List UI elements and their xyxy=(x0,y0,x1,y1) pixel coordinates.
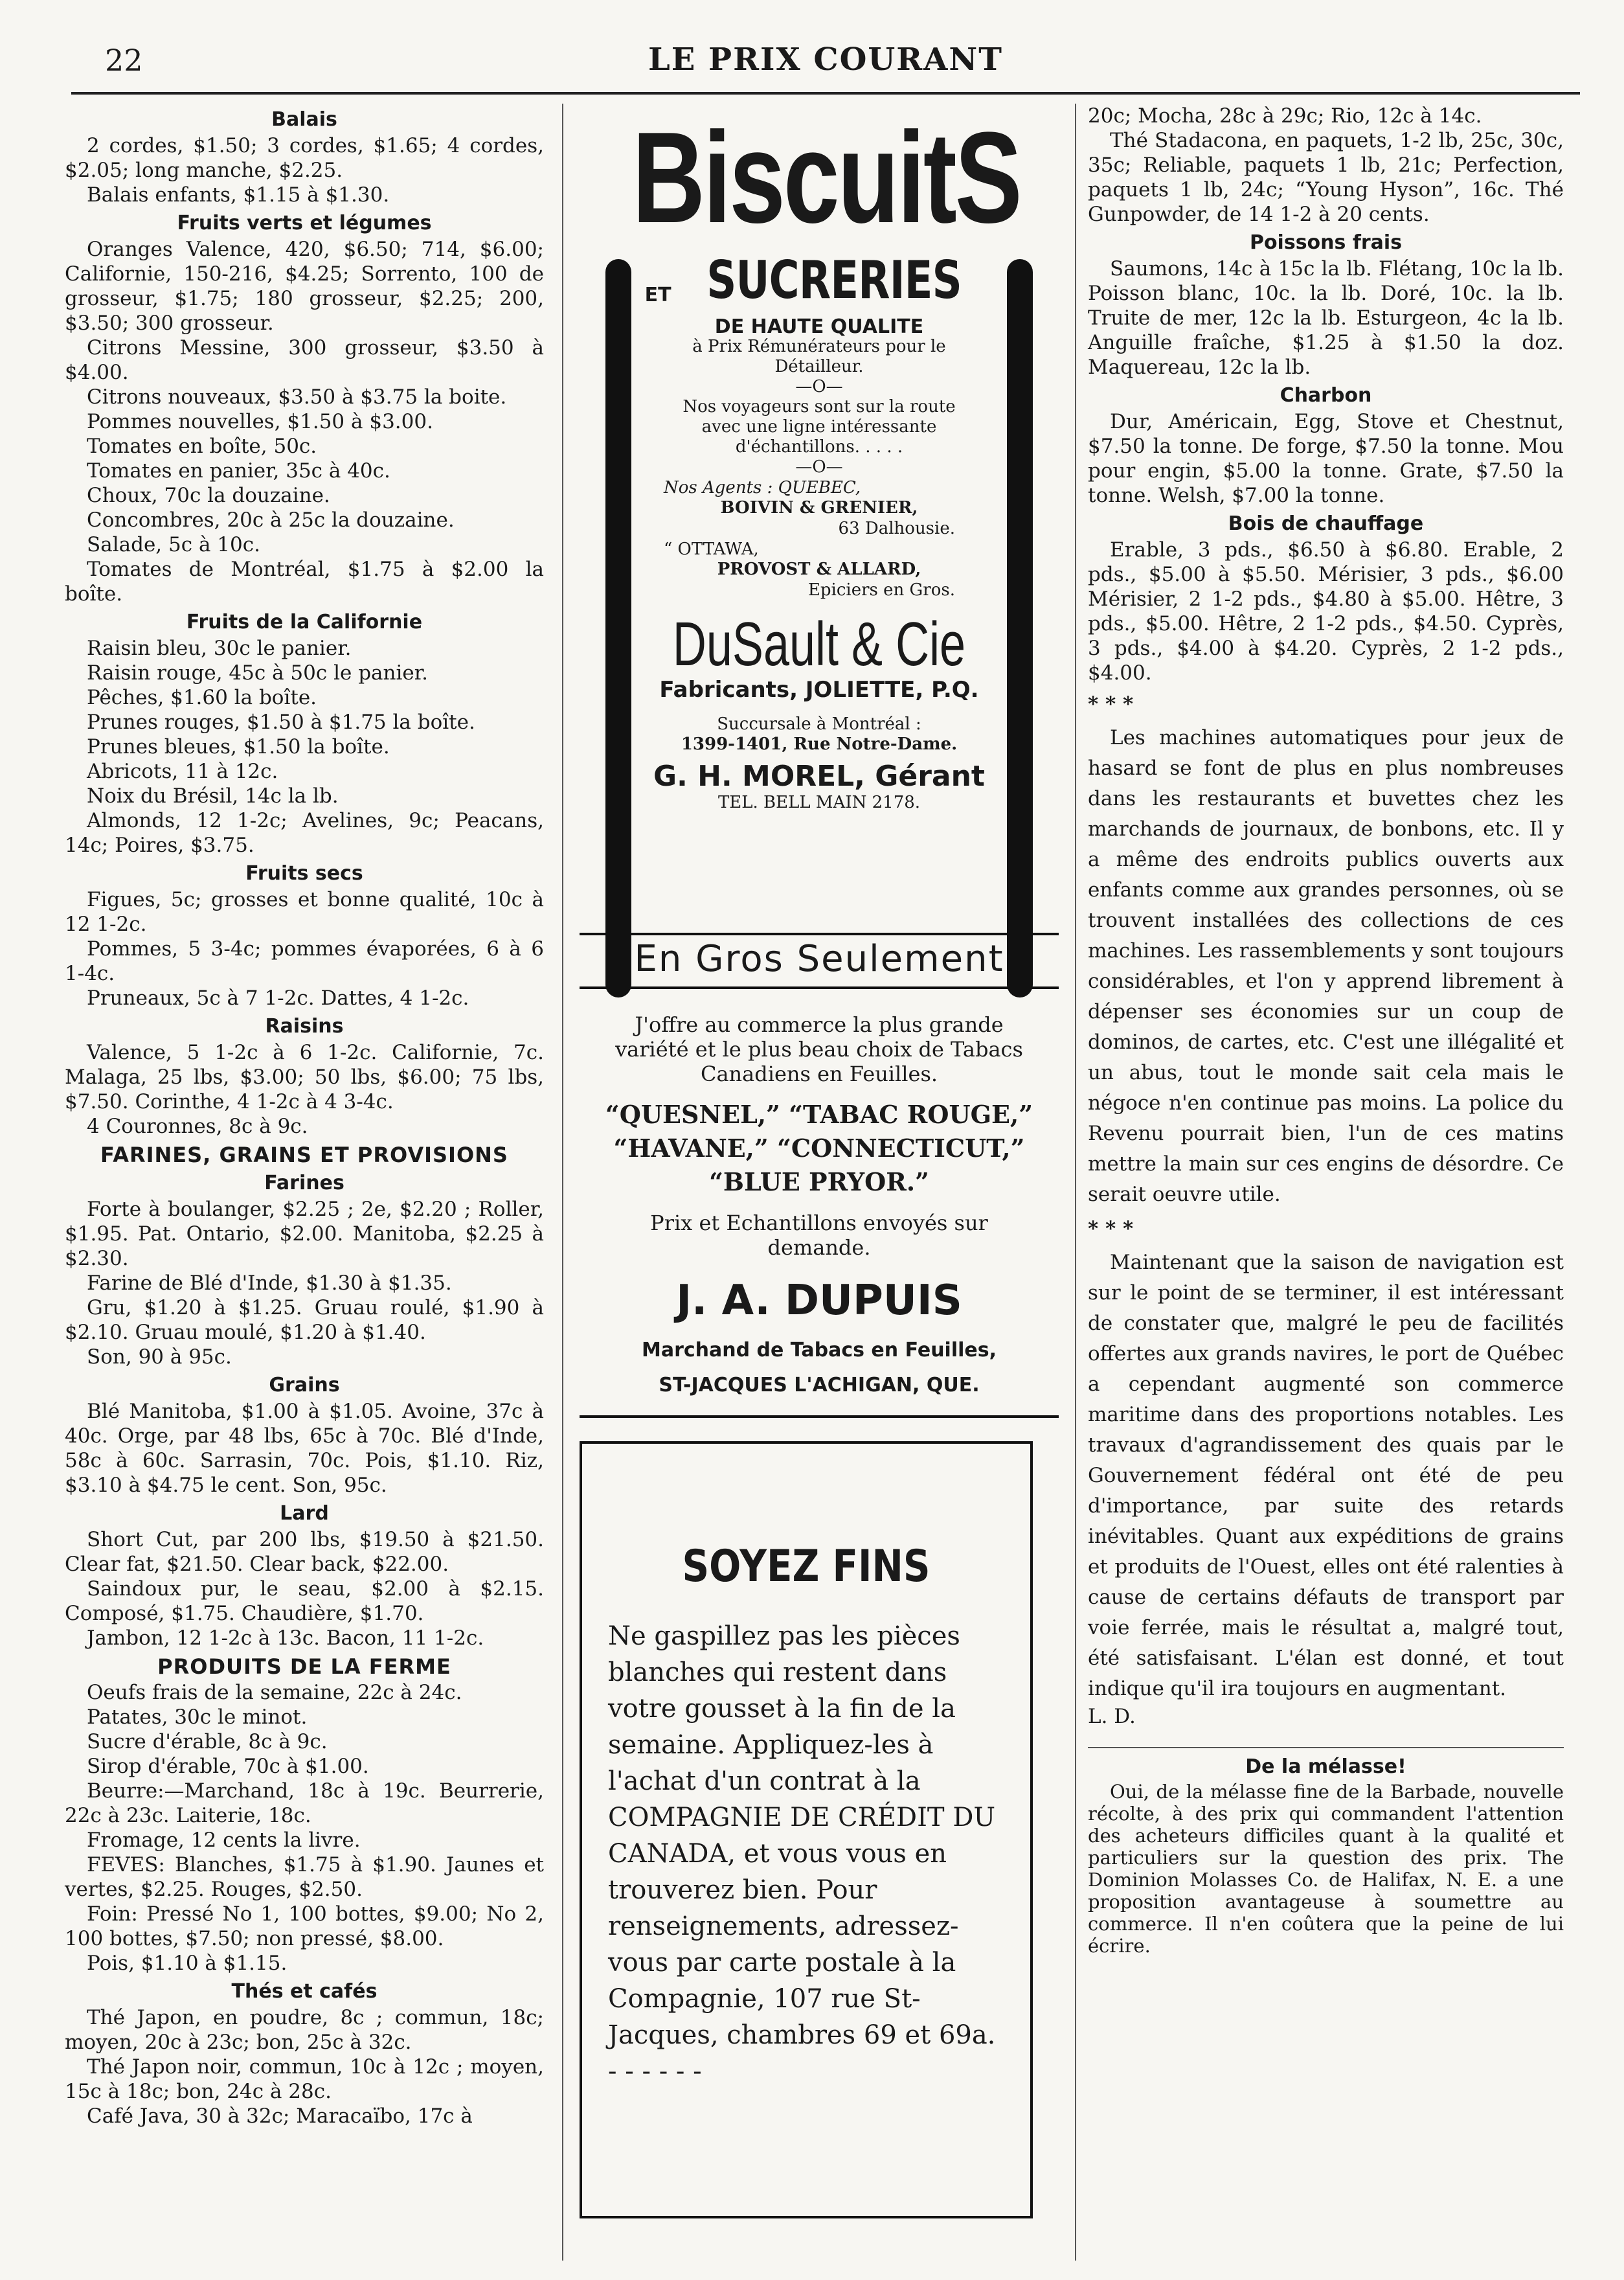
paragraph: FEVES: Blanches, $1.75 à $1.90. Jaunes et vertes, $2.25. Rouges, $2.50. xyxy=(65,1853,544,1901)
heading-farines: Farines xyxy=(264,1172,344,1194)
paragraph: Salade, 5c à 10c. xyxy=(87,533,260,556)
section-produits-ferme: PRODUITS DE LA FERME xyxy=(157,1654,451,1679)
paragraph: Noix du Brésil, 14c la lb. xyxy=(87,784,339,808)
paragraph: Tomates de Montréal, $1.75 à $2.00 la boîte. xyxy=(65,558,544,606)
decorative-pillar xyxy=(605,259,631,998)
paragraph: Prunes bleues, $1.50 la boîte. xyxy=(87,735,390,758)
ad-agent-2-role: Epiciers en Gros. xyxy=(807,580,955,600)
paragraph: Raisin bleu, 30c le panier. xyxy=(87,637,352,660)
ad-agent-2: PROVOST & ALLARD, xyxy=(717,560,921,579)
paragraph: Pêches, $1.60 la boîte. xyxy=(87,686,317,709)
article-rule xyxy=(1088,1747,1564,1748)
paragraph: 20c; Mocha, 28c à 29c; Rio, 12c à 14c. xyxy=(1088,104,1482,128)
heading-raisins: Raisins xyxy=(265,1015,344,1038)
paragraph: Citrons Messine, 300 grosseur, $3.50 à $4.00. xyxy=(65,336,544,384)
paragraph: Citrons nouveaux, $3.50 à $3.75 la boite. xyxy=(87,385,507,409)
page-number: 22 xyxy=(105,43,143,78)
header-rule xyxy=(71,92,1580,95)
section-farines-grains: FARINES, GRAINS ET PROVISIONS xyxy=(100,1143,508,1167)
ad-telephone: TEL. BELL MAIN 2178. xyxy=(717,793,921,812)
right-column xyxy=(1088,104,1564,1957)
paragraph: Pruneaux, 5c à 7 1-2c. Dattes, 4 1-2c. xyxy=(87,986,469,1010)
ad-quality: DE HAUTE QUALITE xyxy=(714,315,924,338)
paragraph: 2 cordes, $1.50; 3 cordes, $1.65; 4 cordes, $2.05; long manche, $2.25. xyxy=(65,134,544,182)
heading-poissons: Poissons frais xyxy=(1249,231,1403,254)
ad-brands xyxy=(580,1098,1059,1199)
paragraph: Almonds, 12 1-2c; Avelines, 9c; Peacans, 14c; Poires, $3.75. xyxy=(65,809,544,857)
column-divider xyxy=(1075,104,1076,2261)
heading-californie: Fruits de la Californie xyxy=(186,611,423,633)
paragraph: Tomates en boîte, 50c. xyxy=(87,435,317,458)
ad-soyez-body: Ne gaspillez pas les pièces blanches qui restent dans votre gousset à la fin de la semaine. Appliquez-les à l'achat d'un contrat à la COMPAGNIE DE CRÉDIT DU CANADA, et vous vous en trouverez bien. Pour renseignements, adressez-vous par carte postale à la Compagnie, 107 rue St-Jacques, chambres 69 et 69a. - - - - - - xyxy=(608,1621,996,2086)
ad-dash: —O— xyxy=(795,377,843,396)
ad-agent-1: BOIVIN & GRENIER, xyxy=(720,498,918,518)
heading-lard: Lard xyxy=(280,1502,329,1525)
paragraph: Pommes nouvelles, $1.50 à $3.00. xyxy=(87,410,433,433)
paragraph: Sucre d'érable, 8c à 9c. xyxy=(87,1730,328,1753)
paragraph: Beurre:—Marchand, 18c à 19c. Beurrerie, 22c à 23c. Laiterie, 18c. xyxy=(65,1779,544,1827)
paragraph: Jambon, 12 1-2c à 13c. Bacon, 11 1-2c. xyxy=(87,1626,484,1650)
page-header xyxy=(71,39,1580,84)
paragraph: Raisin rouge, 45c à 50c le panier. xyxy=(87,661,429,685)
soyez-fins-advertisement xyxy=(580,1441,1033,2218)
paragraph: Thé Japon noir, commun, 10c à 12c ; moyen, 15c à 18c; bon, 24c à 28c. xyxy=(65,2055,544,2103)
paragraph: Concombres, 20c à 25c la douzaine. xyxy=(87,508,455,532)
heading-bois: Bois de chauffage xyxy=(1228,512,1424,535)
ad-agents-label: Nos Agents : QUEBEC, xyxy=(664,478,861,497)
heading-balais: Balais xyxy=(271,108,337,131)
ad-succursale: Succursale à Montréal : xyxy=(717,714,921,734)
separator-stars: * * * xyxy=(1088,1217,1134,1240)
ad-brands-line: “BLUE PRYOR.” xyxy=(709,1167,929,1196)
heading-charbon: Charbon xyxy=(1280,384,1372,407)
heading-grains: Grains xyxy=(269,1374,340,1396)
paragraph: Oranges Valence, 420, $6.50; 714, $6.00; Californie, 150-216, $4.25; Sorrento, 100 de grosseur, $1.75; 180 grosseur, $2.25; 200, $3.50; 300 grosseur. xyxy=(65,238,544,335)
paragraph: Pois, $1.10 à $1.15. xyxy=(87,1952,288,1975)
ad-soyez-title: SOYEZ FINS xyxy=(682,1541,930,1592)
heading-thes-cafes: Thés et cafés xyxy=(231,1980,378,2003)
heading-fruits: Fruits verts et légumes xyxy=(177,212,432,234)
ad-succursale-address: 1399-1401, Rue Notre-Dame. xyxy=(681,735,958,754)
paragraph: Foin: Pressé No 1, 100 bottes, $9.00; No 2, 100 bottes, $7.50; non pressé, $8.00. xyxy=(65,1902,544,1950)
paragraph: Farine de Blé d'Inde, $1.30 à $1.35. xyxy=(87,1271,452,1295)
signature: L. D. xyxy=(1088,1705,1136,1728)
paragraph: Sirop d'érable, 70c à $1.00. xyxy=(87,1755,369,1778)
ad-ottawa: “ OTTAWA, xyxy=(664,540,759,559)
paragraph: 4 Couronnes, 8c à 9c. xyxy=(87,1115,308,1138)
paragraph: Tomates en panier, 35c à 40c. xyxy=(87,459,390,483)
paragraph: Fromage, 12 cents la livre. xyxy=(87,1829,361,1852)
paragraph: Saumons, 14c à 15c la lb. Flétang, 10c la lb. Poisson blanc, 10c. la lb. Doré, 10c. la lb. Truite de mer, 12c la lb. Esturgeon, 4c la lb. Anguille fraîche, $1.25 à $1.50 la doz. Maquereau, 12c la lb. xyxy=(1088,257,1564,379)
paragraph: Figues, 5c; grosses et bonne qualité, 10c à 12 1-2c. xyxy=(65,888,544,936)
ad-merchant-place: ST-JACQUES L'ACHIGAN, QUE. xyxy=(659,1374,980,1396)
paragraph: Dur, Américain, Egg, Stove et Chestnut, $7.50 la tonne. De forge, $7.50 la tonne. Mou pour engin, $5.00 la tonne. Grate, $7.50 la tonne. Welsh, $7.00 la tonne. xyxy=(1088,410,1564,507)
ad-prix: à Prix Rémunérateurs pour le Détailleur. xyxy=(692,337,946,376)
paragraph: Patates, 30c le minot. xyxy=(87,1705,308,1729)
paragraph: Choux, 70c la douzaine. xyxy=(87,484,330,507)
heading-fruits-secs: Fruits secs xyxy=(245,862,363,885)
column-divider xyxy=(562,104,563,2261)
paragraph: Son, 90 à 95c. xyxy=(87,1345,232,1369)
ad-title-biscuits: BiscuitS xyxy=(632,106,1021,250)
ad-en-gros: En Gros Seulement xyxy=(580,933,1059,989)
paragraph: Gru, $1.20 à $1.25. Gruau roulé, $1.90 à $2.10. Gruau moulé, $1.20 à $1.40. xyxy=(65,1296,544,1344)
separator-stars: * * * xyxy=(1088,692,1134,716)
paragraph: Café Java, 30 à 32c; Maracaïbo, 17c à xyxy=(87,2104,473,2128)
paragraph-melasse: Oui, de la mélasse fine de la Barbade, nouvelle récolte, à des prix qui commandent l'attention des acheteurs difficiles quant à la qualité et particuliers sur la question des prix. The Dominion Molasses Co. de Halifax, N. E. a une proposition avantageuse à soumettre au commerce. Il n'en coûtera que la peine de lui écrire. xyxy=(1088,1781,1564,1957)
paragraph-machines: Les machines automatiques pour jeux de hasard se font de plus en plus nombreuses dans les restaurants et buvettes chez les marchands de journaux, de bonbons, etc. Il y a même des endroits publics ouverts aux enfants comme aux grandes personnes, où se trouvent installées des collections de ces machines. Les rassemblements y sont toujours considérables, et l'on y apprend librement à dépenser ses économies sur un coup de dominos, de cartes, etc. C'est une illégalité et un abus, tout le monde sait cela mais le négoce n'en continue pas moins. La police du Revenu pourrait bien, l'un de ces matins mettre la main sur ces engins de désordre. Ce serait oeuvre utile. xyxy=(1088,726,1564,1206)
tabacs-advertisement xyxy=(580,933,1059,1398)
ad-brands-line: “QUESNEL,” “TABAC ROUGE,” xyxy=(605,1100,1033,1129)
paragraph: Thé Japon, en poudre, 8c ; commun, 18c; moyen, 20c à 23c; bon, 25c à 32c. xyxy=(65,2006,544,2054)
ad-merchant-role: Marchand de Tabacs en Feuilles, xyxy=(641,1339,997,1362)
ad-voyageurs: Nos voyageurs sont sur la route avec une ligne intéressante d'échantillons. . . . . xyxy=(682,397,956,457)
ad-fabricants: Fabricants, JOLIETTE, P.Q. xyxy=(659,677,979,703)
paragraph: Saindoux pur, le seau, $2.00 à $2.15. Composé, $1.75. Chaudière, $1.70. xyxy=(65,1577,544,1625)
paragraph: Pommes, 5 3-4c; pommes évaporées, 6 à 6 1-4c. xyxy=(65,937,544,985)
paragraph: Thé Stadacona, en paquets, 1-2 lb, 25c, 30c, 35c; Reliable, paquets 1 lb, 21c; Perfection, paquets 1 lb, 24c; “Young Hyson”, 16c. Thé Gunpowder, de 14 1-2 à 20 cents. xyxy=(1088,129,1564,226)
ad-offer: J'offre au commerce la plus grande variété et le plus beau choix de Tabacs Canadiens en Feuilles. xyxy=(615,1012,1023,1086)
ad-brands-line: “HAVANE,” “CONNECTICUT,” xyxy=(613,1134,1025,1163)
decorative-pillar xyxy=(1007,259,1033,998)
paragraph: Blé Manitoba, $1.00 à $1.05. Avoine, 37c à 40c. Orge, par 48 lbs, 65c à 70c. Blé d'Inde, 58c à 60c. Sarrasin, 70c. Pois, $1.10. Riz, $3.10 à $4.75 le cent. Son, 95c. xyxy=(65,1400,544,1497)
ad-sucreries-word: SUCRERIES xyxy=(706,250,962,310)
paragraph: Prunes rouges, $1.50 à $1.75 la boîte. xyxy=(87,711,475,734)
ad-et: ET xyxy=(644,284,671,306)
paragraph: Short Cut, par 200 lbs, $19.50 à $21.50. Clear fat, $21.50. Clear back, $22.00. xyxy=(65,1528,544,1576)
ad-sucreries xyxy=(580,250,1059,310)
paragraph: Erable, 3 pds., $6.50 à $6.80. Erable, 2 pds., $5.00 à $5.50. Mérisier, 3 pds., $6.00 Mérisier, 2 1-2 pds., $4.80 à $5.00. Hêtre, 3 pds., $5.00. Hêtre, 2 1-2 pds., $4.50. Cyprès, 3 pds., $4.00 à $4.20. Cyprès, 2 1-2 pds., $4.00. xyxy=(1088,538,1564,685)
ad-company-name: DuSault & Cie xyxy=(672,610,966,679)
left-column xyxy=(65,104,544,2128)
heading-melasse: De la mélasse! xyxy=(1245,1755,1406,1778)
paragraph: Balais enfants, $1.15 à $1.30. xyxy=(87,183,390,207)
paragraph: Abricots, 11 à 12c. xyxy=(87,760,278,783)
paragraph: Valence, 5 1-2c à 6 1-2c. Californie, 7c. Malaga, 25 lbs, $3.00; 50 lbs, $6.00; 75 lbs, $7.50. Corinthe, 4 1-2c à 4 3-4c. xyxy=(65,1041,544,1113)
ad-merchant-name: J. A. DUPUIS xyxy=(676,1277,962,1325)
journal-title: LE PRIX COURANT xyxy=(648,41,1004,78)
ad-agent-1-address: 63 Dalhousie. xyxy=(838,519,955,538)
ad-dash: —O— xyxy=(795,457,843,477)
paragraph: Forte à boulanger, $2.25 ; 2e, $2.20 ; Roller, $1.95. Pat. Ontario, $2.00. Manitoba, $2.25 à $2.30. xyxy=(65,1198,544,1270)
paragraph: Oeufs frais de la semaine, 22c à 24c. xyxy=(87,1681,462,1704)
ad-separator xyxy=(580,1415,1059,1418)
ad-manager: G. H. MOREL, Gérant xyxy=(653,760,985,793)
biscuits-advertisement xyxy=(580,106,1059,913)
ad-prix-echantillons: Prix et Echantillons envoyés sur demande. xyxy=(650,1211,988,1260)
paragraph-navigation: Maintenant que la saison de navigation est sur le point de se terminer, il est intéressant de constater que, malgré le peu de facilités offertes aux grands navires, le port de Québec a cependant augmenté son commerce maritime dans des proportions notables. Les travaux d'agrandissement des quais par le Gouvernement fédéral ont été de peu d'importance, par suite des retards inévitables. Quant aux expéditions de grains et produits de l'Ouest, elles ont été ralenties à cause de certains défauts de transport par voie ferrée, mais le résultat a, malgré tout, été satisfaisant. L'élan est donné, et tout indique qu'il ira toujours en augmentant. xyxy=(1088,1251,1564,1700)
